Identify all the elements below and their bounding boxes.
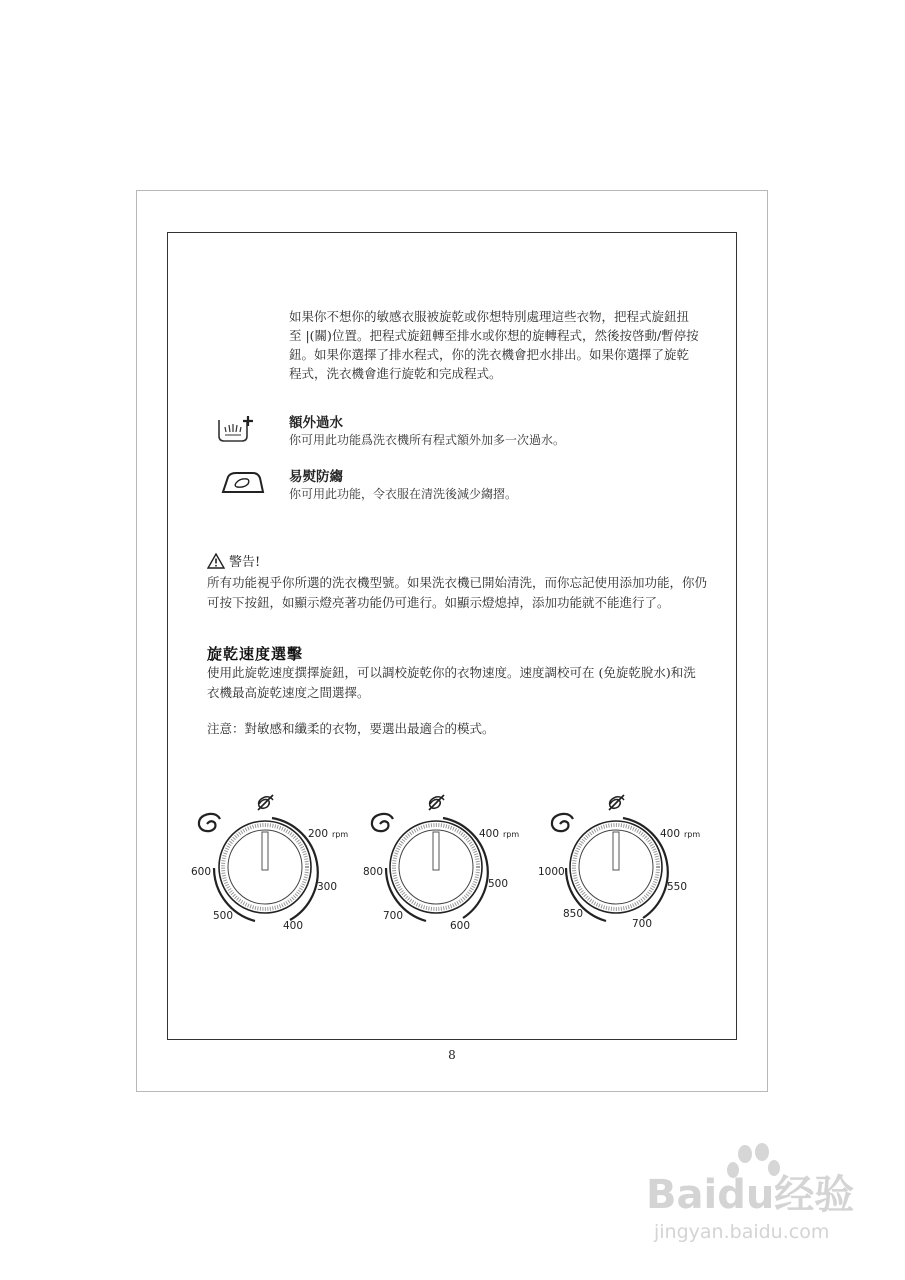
dial-3-speed-1000: 1000: [538, 866, 565, 878]
dial-1-speed-300: 300: [317, 881, 338, 893]
spin-swirl-icon: [199, 814, 220, 831]
no-spin-icon: [258, 795, 273, 810]
watermark-brand: Baidu经验: [646, 1172, 855, 1218]
extra-rinse-icon: [216, 414, 258, 446]
extra-rinse-title: 額外過水: [289, 415, 343, 431]
dial-3-speed-400: 400: [660, 828, 681, 840]
page-number: 8: [448, 1048, 456, 1062]
easy-iron-description: 你可用此功能，令衣服在清洗後減少縐摺。: [289, 487, 518, 501]
spin-swirl-icon: [372, 814, 393, 831]
dial-2-speed-400: 400: [479, 828, 500, 840]
dial-1-speed-600: 600: [191, 866, 212, 878]
spin-section-title: 旋乾速度選擊: [207, 645, 304, 663]
dial-2-speed-700: 700: [383, 910, 404, 922]
dial-2: [363, 795, 519, 932]
dial-3-speed-550: 550: [667, 881, 688, 893]
dial-2-speed-800: 800: [363, 866, 384, 878]
intro-paragraph: 如果你不想你的敏感衣服被旋乾或你想特別處理這些衣物，把程式旋鈕扭至 |(關)位置。把程式旋鈕轉至排水或你想的旋轉程式，然後按啓動/暫停按鈕。如果你選擇了排水程式，你的洗衣機會把水排出。如果你選擇了旋乾程式，洗衣機會進行旋乾和完成程式。: [289, 309, 699, 381]
spin-section-note: 注意：對敏感和纖柔的衣物，要選出最適合的模式。: [207, 721, 495, 736]
iron-icon: [220, 470, 266, 496]
dial-1-speed-200: 200: [308, 828, 329, 840]
no-spin-icon: [429, 795, 444, 810]
dial-2-speed-600: 600: [450, 920, 471, 932]
dial-3-speed-850: 850: [563, 908, 584, 920]
warning-icon: [207, 553, 225, 569]
dial-2-unit: rpm: [503, 830, 520, 839]
watermark-url: jingyan.baidu.com: [654, 1221, 830, 1243]
dial-1: [191, 795, 348, 932]
warning-title: 警告!: [229, 555, 261, 570]
warning-heading: [207, 551, 260, 570]
easy-iron-title: 易熨防縐: [289, 469, 343, 485]
dial-3: [538, 795, 700, 930]
no-spin-icon: [609, 795, 624, 810]
spin-swirl-icon: [552, 814, 573, 831]
dial-3-unit: rpm: [684, 830, 701, 839]
dial-1-speed-400: 400: [283, 920, 304, 932]
spin-speed-dials: [180, 780, 720, 950]
spin-section-body: 使用此旋乾速度撰擇旋鈕，可以調校旋乾你的衣物速度。速度調校可在 (免旋乾脫水)和洗衣機最高旋乾速度之間選擇。: [207, 665, 696, 700]
dial-3-speed-700: 700: [632, 918, 653, 930]
warning-body: 所有功能視乎你所選的洗衣機型號。如果洗衣機已開始清洗，而你忘記使用添加功能，你仍可按下按鈕，如顯示燈亮著功能仍可進行。如顯示燈熄掉，添加功能就不能進行了。: [207, 575, 708, 610]
dial-1-speed-500: 500: [213, 910, 234, 922]
extra-rinse-description: 你可用此功能爲洗衣機所有程式額外加多一次過水。: [289, 433, 566, 447]
baidu-watermark: [640, 1138, 870, 1248]
dial-1-unit: rpm: [332, 830, 349, 839]
dial-2-speed-500: 500: [488, 878, 509, 890]
